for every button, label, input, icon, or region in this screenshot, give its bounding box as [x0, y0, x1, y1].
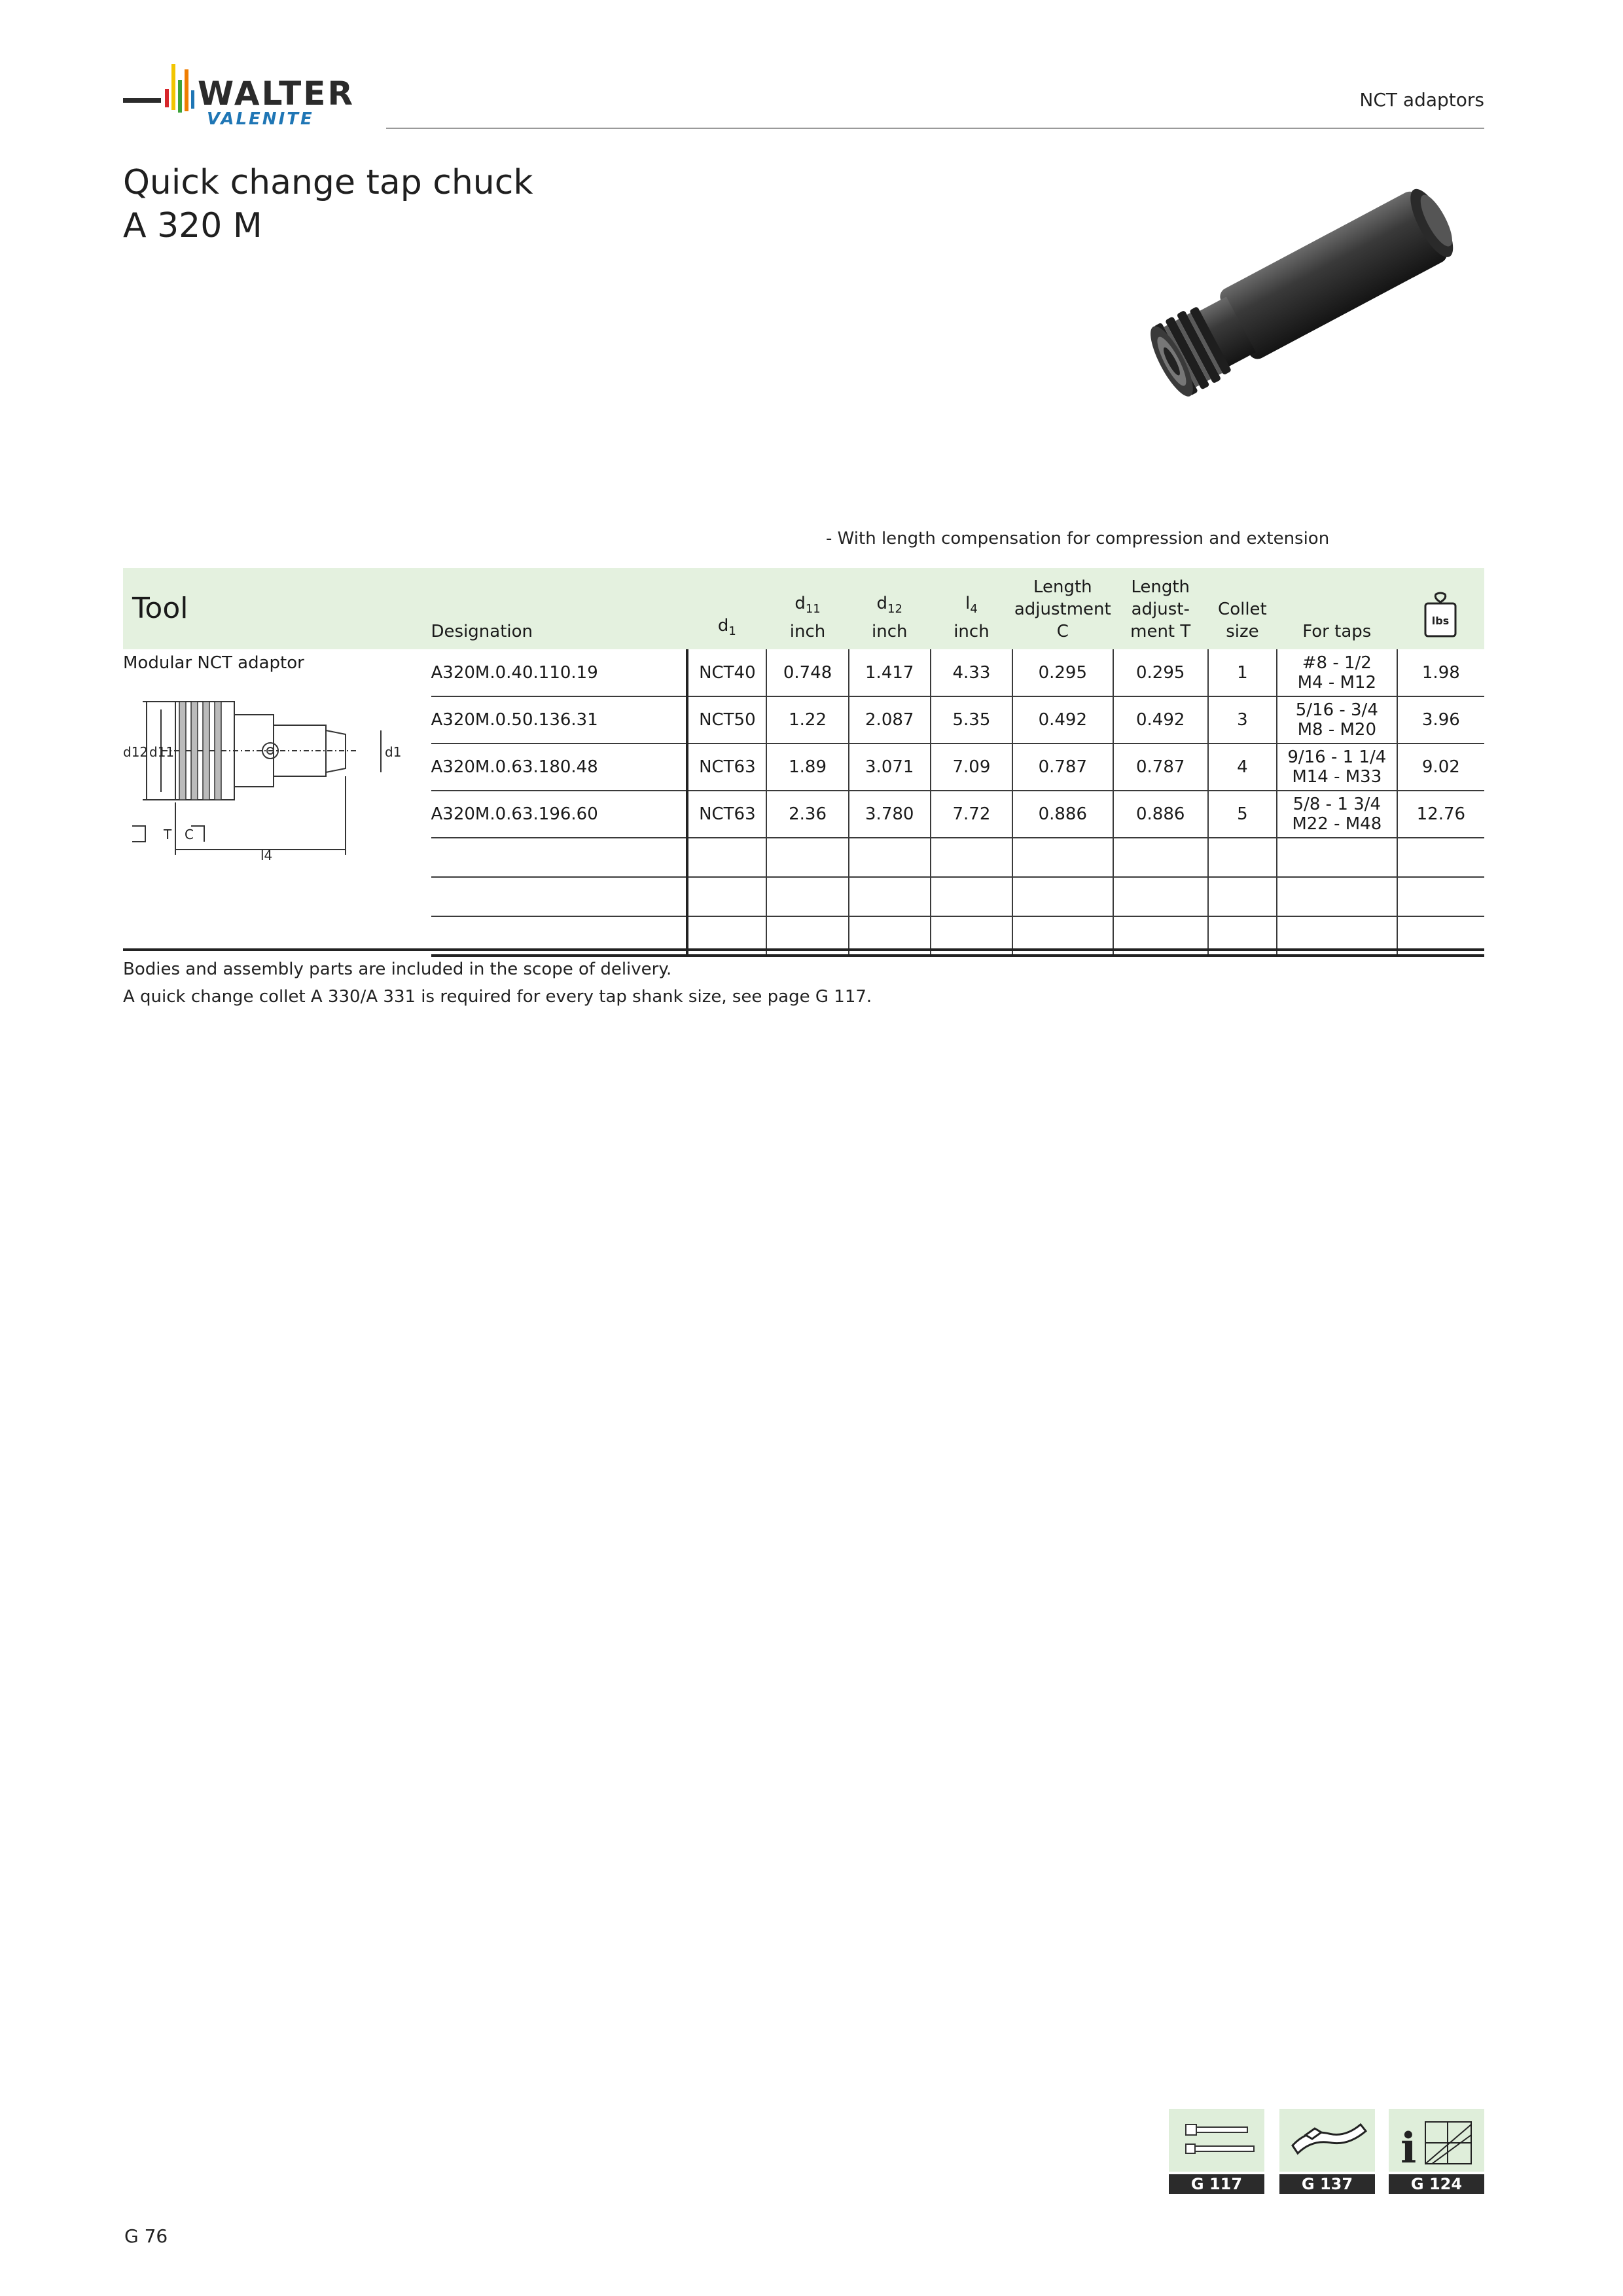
cell-weight: 1.98 [1397, 649, 1484, 696]
cell-d1: NCT50 [687, 696, 766, 744]
cell-len-c: 0.886 [1012, 791, 1113, 838]
cell-designation: A320M.0.40.110.19 [431, 649, 688, 696]
page-number: G 76 [124, 2225, 168, 2247]
cell-taps: #8 - 1/2 M4 - M12 [1277, 649, 1397, 696]
cell-len-c: 0.295 [1012, 649, 1113, 696]
col-designation: Designation [431, 622, 533, 641]
tool-header: Tool [132, 592, 188, 625]
brand-primary: WALTER [198, 75, 355, 113]
cell-l4: 7.72 [931, 791, 1012, 838]
cell-d11: 1.89 [766, 744, 848, 791]
product-photo [1126, 157, 1492, 412]
ref-button-g117[interactable] [1169, 2109, 1264, 2194]
title-line-1: Quick change tap chuck [123, 163, 533, 202]
section-label: NCT adaptors [1359, 89, 1484, 111]
svg-text:lbs: lbs [1432, 615, 1450, 627]
cell-designation: A320M.0.63.180.48 [431, 744, 688, 791]
cell-taps: 5/16 - 3/4 M8 - M20 [1277, 696, 1397, 744]
footnote-collet: A quick change collet A 330/A 331 is required for every tap shank size, see page G 117. [123, 987, 872, 1007]
col-l4: $l_4$ inch [954, 594, 990, 641]
cell-collet: 4 [1208, 744, 1277, 791]
feature-note: - With length compensation for compression and extension [826, 529, 1330, 548]
cell-designation: A320M.0.63.196.60 [431, 791, 688, 838]
cell-len-c: 0.787 [1012, 744, 1113, 791]
ref-label-g137: G 137 [1279, 2174, 1375, 2194]
col-d12: $d_{12}$ inch [872, 594, 908, 641]
cell-d12: 3.780 [849, 791, 931, 838]
diagram-label-l4: l4 [260, 848, 273, 863]
cell-weight: 3.96 [1397, 696, 1484, 744]
svg-text:i: i [1400, 2124, 1417, 2173]
footnote-delivery: Bodies and assembly parts are included in the scope of delivery. [123, 960, 672, 979]
table-row [123, 649, 1484, 696]
cell-d12: 2.087 [849, 696, 931, 744]
left-label: Modular NCT adaptor [123, 653, 304, 673]
ref-label-g124: G 124 [1389, 2174, 1484, 2194]
weight-lbs-icon [1423, 592, 1458, 639]
cell-l4: 4.33 [931, 649, 1012, 696]
info-chart-icon [1389, 2109, 1484, 2172]
wrench-hand-icon [1279, 2109, 1375, 2172]
ref-label-g117: G 117 [1169, 2174, 1264, 2194]
cell-weight: 9.02 [1397, 744, 1484, 791]
header-rule [386, 128, 1484, 129]
brand-secondary: VALENITE [207, 109, 314, 129]
product-table [123, 568, 1484, 957]
cell-designation: A320M.0.50.136.31 [431, 696, 688, 744]
diagram-label-d11: d11 [149, 744, 175, 760]
ref-button-g124[interactable] [1389, 2109, 1484, 2194]
col-length-adjustment-t: Length adjust- ment T [1130, 577, 1191, 641]
table-header-row [123, 568, 1484, 649]
diagram-label-d12: d12 [123, 744, 149, 760]
cell-d11: 2.36 [766, 791, 848, 838]
col-length-adjustment-c: Length adjustment C [1014, 577, 1111, 641]
collet-bolt-icon [1169, 2109, 1264, 2172]
col-d11: $d_{11}$ inch [789, 594, 826, 641]
cell-len-t: 0.295 [1113, 649, 1208, 696]
page-title [123, 161, 533, 247]
cell-collet: 1 [1208, 649, 1277, 696]
cell-d1: NCT63 [687, 791, 766, 838]
diagram-label-c: C [185, 827, 194, 842]
cell-d1: NCT63 [687, 744, 766, 791]
cell-collet: 3 [1208, 696, 1277, 744]
cell-d12: 1.417 [849, 649, 931, 696]
col-d1: $d_1$ [717, 616, 736, 638]
cell-d1: NCT40 [687, 649, 766, 696]
cell-len-t: 0.492 [1113, 696, 1208, 744]
ref-button-g137[interactable] [1279, 2109, 1375, 2194]
cell-taps: 5/8 - 1 3/4 M22 - M48 [1277, 791, 1397, 838]
cell-weight: 12.76 [1397, 791, 1484, 838]
cell-len-t: 0.886 [1113, 791, 1208, 838]
cell-d11: 1.22 [766, 696, 848, 744]
diagram-label-t: T [164, 827, 172, 842]
cell-len-c: 0.492 [1012, 696, 1113, 744]
cell-taps: 9/16 - 1 1/4 M14 - M33 [1277, 744, 1397, 791]
title-line-2: A 320 M [123, 206, 262, 245]
cell-len-t: 0.787 [1113, 744, 1208, 791]
table-bottom-rule [123, 948, 1484, 951]
technical-diagram [123, 691, 402, 863]
diagram-label-d1: d1 [385, 744, 402, 760]
cell-d12: 3.071 [849, 744, 931, 791]
col-for-taps: For taps [1302, 622, 1372, 641]
cell-d11: 0.748 [766, 649, 848, 696]
cell-l4: 5.35 [931, 696, 1012, 744]
cell-collet: 5 [1208, 791, 1277, 838]
walter-valenite-logo [123, 60, 398, 132]
col-weight [1397, 568, 1484, 649]
left-panel [123, 649, 431, 956]
col-collet-size: Collet size [1218, 600, 1267, 641]
cell-l4: 7.09 [931, 744, 1012, 791]
